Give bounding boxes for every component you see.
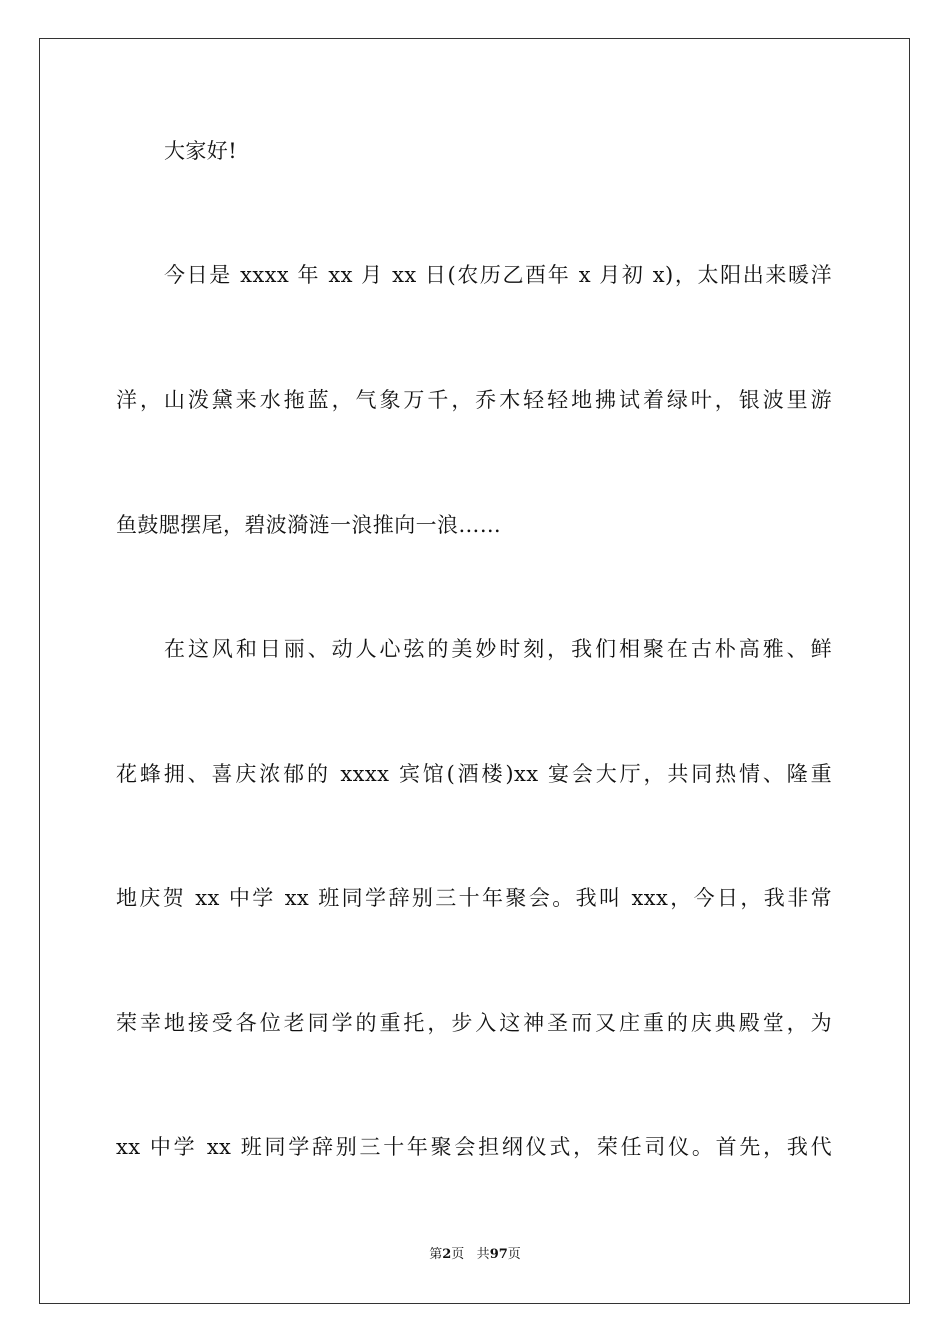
paragraph-1-line-1: 今日是 xxxx 年 xx 月 xx 日(农历乙酉年 x 月初 x)，太阳出来暖洋 — [164, 263, 832, 287]
total-suffix: 页 — [507, 1247, 521, 1262]
paragraph-1-line-2: 洋，山泼黛来水拖蓝，气象万千，乔木轻轻地拂试着绿叶，银波里游 — [116, 388, 832, 412]
page-frame — [39, 38, 910, 1304]
paragraph-2-line-4: 荣幸地接受各位老同学的重托，步入这神圣而又庄重的庆典殿堂，为 — [116, 1011, 832, 1035]
page-number: 2 — [442, 1247, 452, 1262]
paragraph-2-line-2: 花蜂拥、喜庆浓郁的 xxxx 宾馆(酒楼)xx 宴会大厅，共同热情、隆重 — [116, 762, 832, 786]
page-footer — [0, 1246, 950, 1264]
page-suffix: 页 — [451, 1247, 465, 1262]
greeting-line: 大家好! — [164, 139, 238, 163]
paragraph-2-line-1: 在这风和日丽、动人心弦的美妙时刻，我们相聚在古朴高雅、鲜 — [164, 637, 832, 661]
total-prefix: 共 — [476, 1247, 490, 1262]
paragraph-1-line-3: 鱼鼓腮摆尾，碧波漪涟一浪推向一浪…… — [116, 513, 502, 537]
page-prefix: 第 — [429, 1247, 443, 1262]
paragraph-2-line-3: 地庆贺 xx 中学 xx 班同学辞别三十年聚会。我叫 xxx，今日，我非常 — [116, 886, 832, 910]
paragraph-2-line-5: xx 中学 xx 班同学辞别三十年聚会担纲仪式，荣任司仪。首先，我代 — [116, 1135, 832, 1159]
total-pages: 97 — [489, 1247, 508, 1262]
